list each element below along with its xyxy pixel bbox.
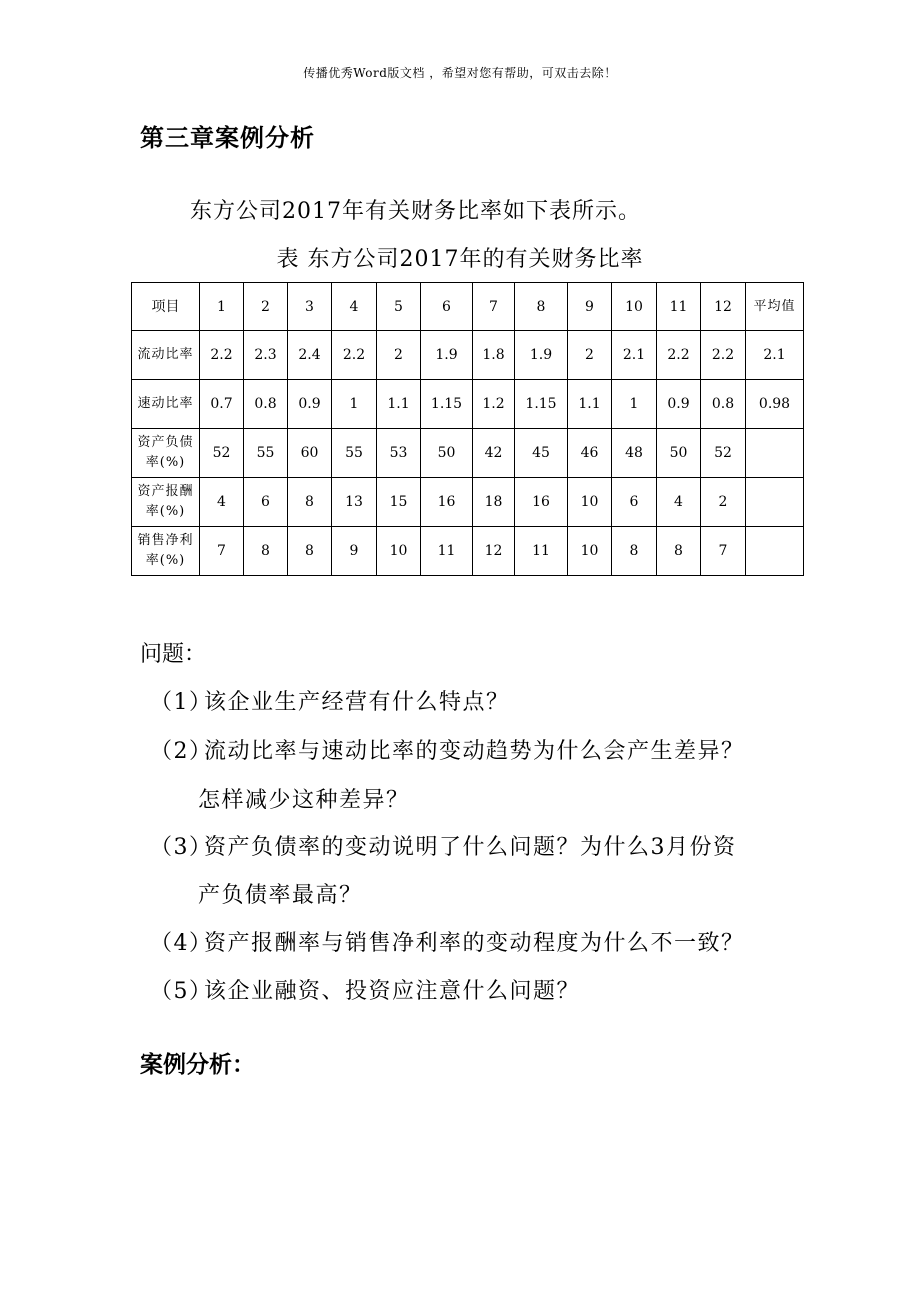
financial-ratio-table [131,282,804,576]
table-cell [746,527,804,576]
intro-paragraph: 东方公司2017年有关财务比率如下表所示。 [190,199,641,224]
table-cell: 2.2 [701,331,746,380]
table-cell: 10 [568,478,612,527]
table-cell: 11 [421,527,473,576]
table-cell: 60 [288,429,332,478]
header-cell: 10 [612,283,657,331]
table-header-row [132,283,804,331]
table-cell: 8 [288,527,332,576]
table-cell: 2 [568,331,612,380]
header-cell: 2 [244,283,288,331]
table-cell [746,478,804,527]
table-cell: 2 [701,478,746,527]
question-5 [150,974,580,1005]
question-text: 资产负债率的变动说明了什么问题？为什么3月份资 [204,835,737,860]
table-cell: 13 [332,478,377,527]
table-cell: 0.9 [288,380,332,429]
table-cell: 2 [377,331,421,380]
question-2-continuation: 怎样减少这种差异？ [198,788,410,813]
table-cell: 1.15 [515,380,568,429]
header-cell: 5 [377,283,421,331]
header-cell: 8 [515,283,568,331]
header-cell: 11 [657,283,701,331]
header-cell: 7 [473,283,515,331]
header-cell-average: 平均值 [746,283,804,331]
table-cell: 12 [473,527,515,576]
table-row [132,380,804,429]
header-cell: 9 [568,283,612,331]
table-cell: 10 [377,527,421,576]
header-cell: 6 [421,283,473,331]
row-label: 速动比率 [132,380,200,429]
table-cell: 11 [515,527,568,576]
table-cell: 48 [612,429,657,478]
table-cell: 50 [421,429,473,478]
table-cell: 2.2 [657,331,701,380]
table-row [132,429,804,478]
question-number: （3） [150,835,213,860]
table-cell: 2.2 [332,331,377,380]
row-label: 销售净利率(%) [132,527,200,576]
table-cell: 1.15 [421,380,473,429]
header-cell: 1 [200,283,244,331]
question-number: （1） [150,690,213,715]
question-text: 资产报酬率与销售净利率的变动程度为什么不一致？ [204,931,745,956]
table-cell: 15 [377,478,421,527]
question-1 [150,685,510,716]
table-cell: 2.4 [288,331,332,380]
table-row [132,527,804,576]
question-text: 流动比率与速动比率的变动趋势为什么会产生差异？ [204,739,745,764]
question-number: （4） [150,931,213,956]
question-text: 该企业生产经营有什么特点？ [204,690,510,715]
table-cell: 2.1 [612,331,657,380]
table-cell: 0.8 [244,380,288,429]
row-label: 流动比率 [132,331,200,380]
table-cell: 8 [612,527,657,576]
table-cell: 8 [288,478,332,527]
table-cell: 9 [332,527,377,576]
question-3-continuation: 产负债率最高？ [198,883,363,908]
header-cell: 12 [701,283,746,331]
question-3 [150,830,737,861]
table-cell: 1.1 [568,380,612,429]
table-cell: 8 [244,527,288,576]
table-cell: 53 [377,429,421,478]
table-cell: 1.1 [377,380,421,429]
table-cell: 1.8 [473,331,515,380]
question-2 [150,734,745,765]
table-cell: 7 [701,527,746,576]
table-cell: 6 [612,478,657,527]
table-cell: 52 [200,429,244,478]
table-cell: 6 [244,478,288,527]
table-cell: 2.1 [746,331,804,380]
analysis-heading: 案例分析： [140,1052,255,1078]
table-cell: 16 [515,478,568,527]
table-cell: 18 [473,478,515,527]
question-number: （5） [150,979,213,1004]
table-cell: 4 [200,478,244,527]
table-row [132,478,804,527]
table-cell: 50 [657,429,701,478]
table-cell: 1.9 [421,331,473,380]
table-cell: 0.98 [746,380,804,429]
table-cell: 2.3 [244,331,288,380]
table-cell: 16 [421,478,473,527]
header-cell: 4 [332,283,377,331]
questions-heading: 问题： [140,642,207,667]
header-cell: 3 [288,283,332,331]
chapter-title: 第三章案例分析 [140,124,315,152]
table-cell: 1 [332,380,377,429]
table-cell: 8 [657,527,701,576]
table-caption: 表 东方公司2017年的有关财务比率 [276,247,644,272]
table-cell: 1.2 [473,380,515,429]
header-cell: 项目 [132,283,200,331]
table-cell: 10 [568,527,612,576]
table-cell: 52 [701,429,746,478]
table-cell: 45 [515,429,568,478]
table-cell: 4 [657,478,701,527]
table-cell: 2.2 [200,331,244,380]
table-cell: 0.8 [701,380,746,429]
table-cell [746,429,804,478]
table-cell: 42 [473,429,515,478]
row-label: 资产负债率(%) [132,429,200,478]
question-4 [150,926,745,957]
row-label: 资产报酬率(%) [132,478,200,527]
table-cell: 1 [612,380,657,429]
table-cell: 1.9 [515,331,568,380]
header-note: 传播优秀Word版文档 ，希望对您有帮助，可双击去除！ [303,66,617,80]
table-cell: 55 [332,429,377,478]
table-cell: 0.9 [657,380,701,429]
table-cell: 7 [200,527,244,576]
table-cell: 46 [568,429,612,478]
question-text: 该企业融资、投资应注意什么问题？ [204,979,581,1004]
table-row [132,331,804,380]
table-cell: 55 [244,429,288,478]
table-cell: 0.7 [200,380,244,429]
question-number: （2） [150,739,213,764]
